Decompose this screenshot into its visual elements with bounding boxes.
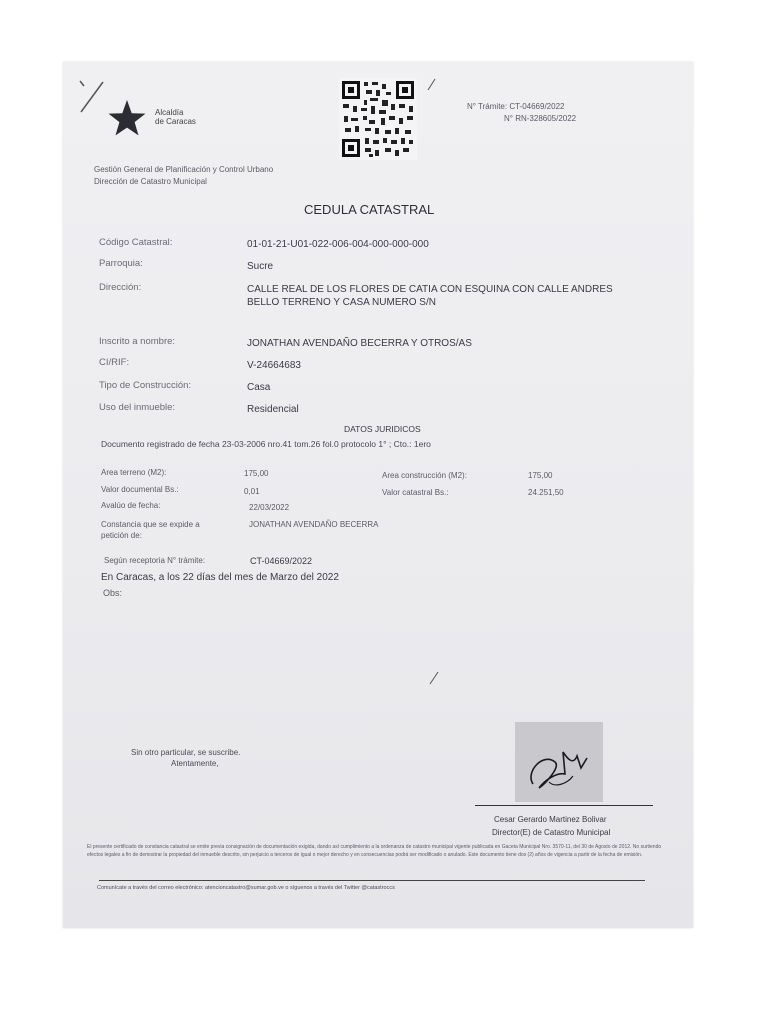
receptoria-value: CT-04669/2022 (250, 556, 313, 566)
area-construccion-label: Area construcción (M2): (382, 471, 467, 480)
constancia-label-line-1: Constancia que se expide a (101, 520, 200, 529)
signatory-role: Director(E) de Catastro Municipal (492, 828, 611, 837)
field-label-codigo: Código Catastral: (99, 237, 173, 248)
footer-divider (99, 880, 645, 881)
field-value-tipo: Casa (247, 382, 271, 393)
department-line-1: Gestión General de Planificación y Control Urbano (94, 165, 274, 174)
field-label-uso: Uso del inmueble: (99, 402, 176, 413)
rn-number: N° RN-328605/2022 (504, 114, 577, 123)
pen-mark (75, 76, 109, 116)
field-value-direccion-2: BELLO TERRENO Y CASA NUMERO S/N (247, 297, 436, 308)
contact-info: Comunícate a través del correo electrónico: atencioncatastro@sumar.gob.ve o síguenos a través del Twitter @catastroccs (97, 885, 395, 891)
pen-tick (425, 78, 437, 92)
document-page (63, 62, 693, 928)
logo-text (155, 108, 196, 126)
juridicos-text: Documento registrado de fecha 23-03-2006 nro.41 tom.26 fol.0 protocolo 1° ; Cto.: 1ero (101, 439, 431, 449)
field-label-direccion: Dirección: (99, 282, 142, 293)
avaluo-value: 22/03/2022 (249, 503, 290, 512)
receptoria-label: Según receptoria N° trámite: (104, 556, 206, 565)
constancia-value: JONATHAN AVENDAÑO BECERRA (249, 520, 379, 529)
legal-notice: El presente certificado de constancia catastral se emite previa consignación de documentación exigida, dando así cumplimiento a la ordenanza de catastro municipal vigente publicada en Gaceta Municipal Nro. 3570-11, del 30 de Agosto de 2012. No surtiendo efectos legales a fin de demostrar la propiedad del inmueble descrito, sin perjuicio a terceros de igual o mejor derecho y en consecuencias podrá ser modificado o anulado. Este documento tiene dos (2) años de vigencia a partir de la fecha de emisión. (87, 844, 662, 858)
star-logo-icon (107, 99, 147, 139)
field-value-uso: Residencial (247, 404, 299, 415)
logo-line-2: de Caracas (155, 117, 196, 126)
tramite-number: N° Trámite: CT-04669/2022 (467, 102, 565, 111)
page-title: CEDULA CATASTRAL (304, 202, 435, 217)
field-value-inscrito: JONATHAN AVENDAÑO BECERRA Y OTROS/AS (247, 338, 472, 349)
field-label-tipo: Tipo de Construcción: (99, 380, 192, 391)
field-label-parroquia: Parroquia: (99, 258, 143, 269)
constancia-label-line-2: petición de: (101, 531, 142, 540)
fecha-text: En Caracas, a los 22 días del mes de Marzo del 2022 (101, 572, 339, 583)
avaluo-label: Avalúo de fecha: (101, 501, 161, 510)
pen-tick-2 (426, 670, 440, 686)
area-construccion-value: 175,00 (528, 471, 553, 480)
field-value-parroquia: Sucre (247, 261, 274, 272)
constancia-label (101, 519, 200, 541)
closing-line-2: Atentamente, (171, 759, 219, 768)
field-value-codigo: 01-01-21-U01-022-006-004-000-000-000 (247, 239, 429, 250)
department-line-2: Dirección de Catastro Municipal (94, 177, 207, 186)
obs-label: Obs: (103, 588, 123, 598)
valor-documental-label: Valor documental Bs.: (101, 485, 179, 494)
valor-documental-value: 0,01 (244, 487, 260, 496)
qr-code (339, 78, 417, 160)
closing-line-1: Sin otro particular, se suscribe. (131, 748, 241, 757)
valor-catastral-label: Valor catastral Bs.: (382, 488, 449, 497)
field-value-cirif: V-24664683 (247, 360, 301, 371)
area-terreno-value: 175,00 (244, 469, 269, 478)
signatory-name: Cesar Gerardo Martinez Bolivar (494, 815, 607, 824)
valor-catastral-value: 24.251,50 (528, 488, 564, 497)
field-label-inscrito: Inscrito a nombre: (99, 336, 176, 347)
signature-image (515, 722, 603, 802)
field-value-direccion: CALLE REAL DE LOS FLORES DE CATIA CON ESQUINA CON CALLE ANDRES (247, 284, 613, 295)
field-label-cirif: CI/RIF: (99, 357, 130, 368)
juridicos-heading: DATOS JURIDICOS (344, 424, 421, 434)
logo-line-1: Alcaldía (155, 108, 184, 117)
area-terreno-label: Area terreno (M2): (101, 468, 167, 477)
signature-line (475, 805, 653, 806)
